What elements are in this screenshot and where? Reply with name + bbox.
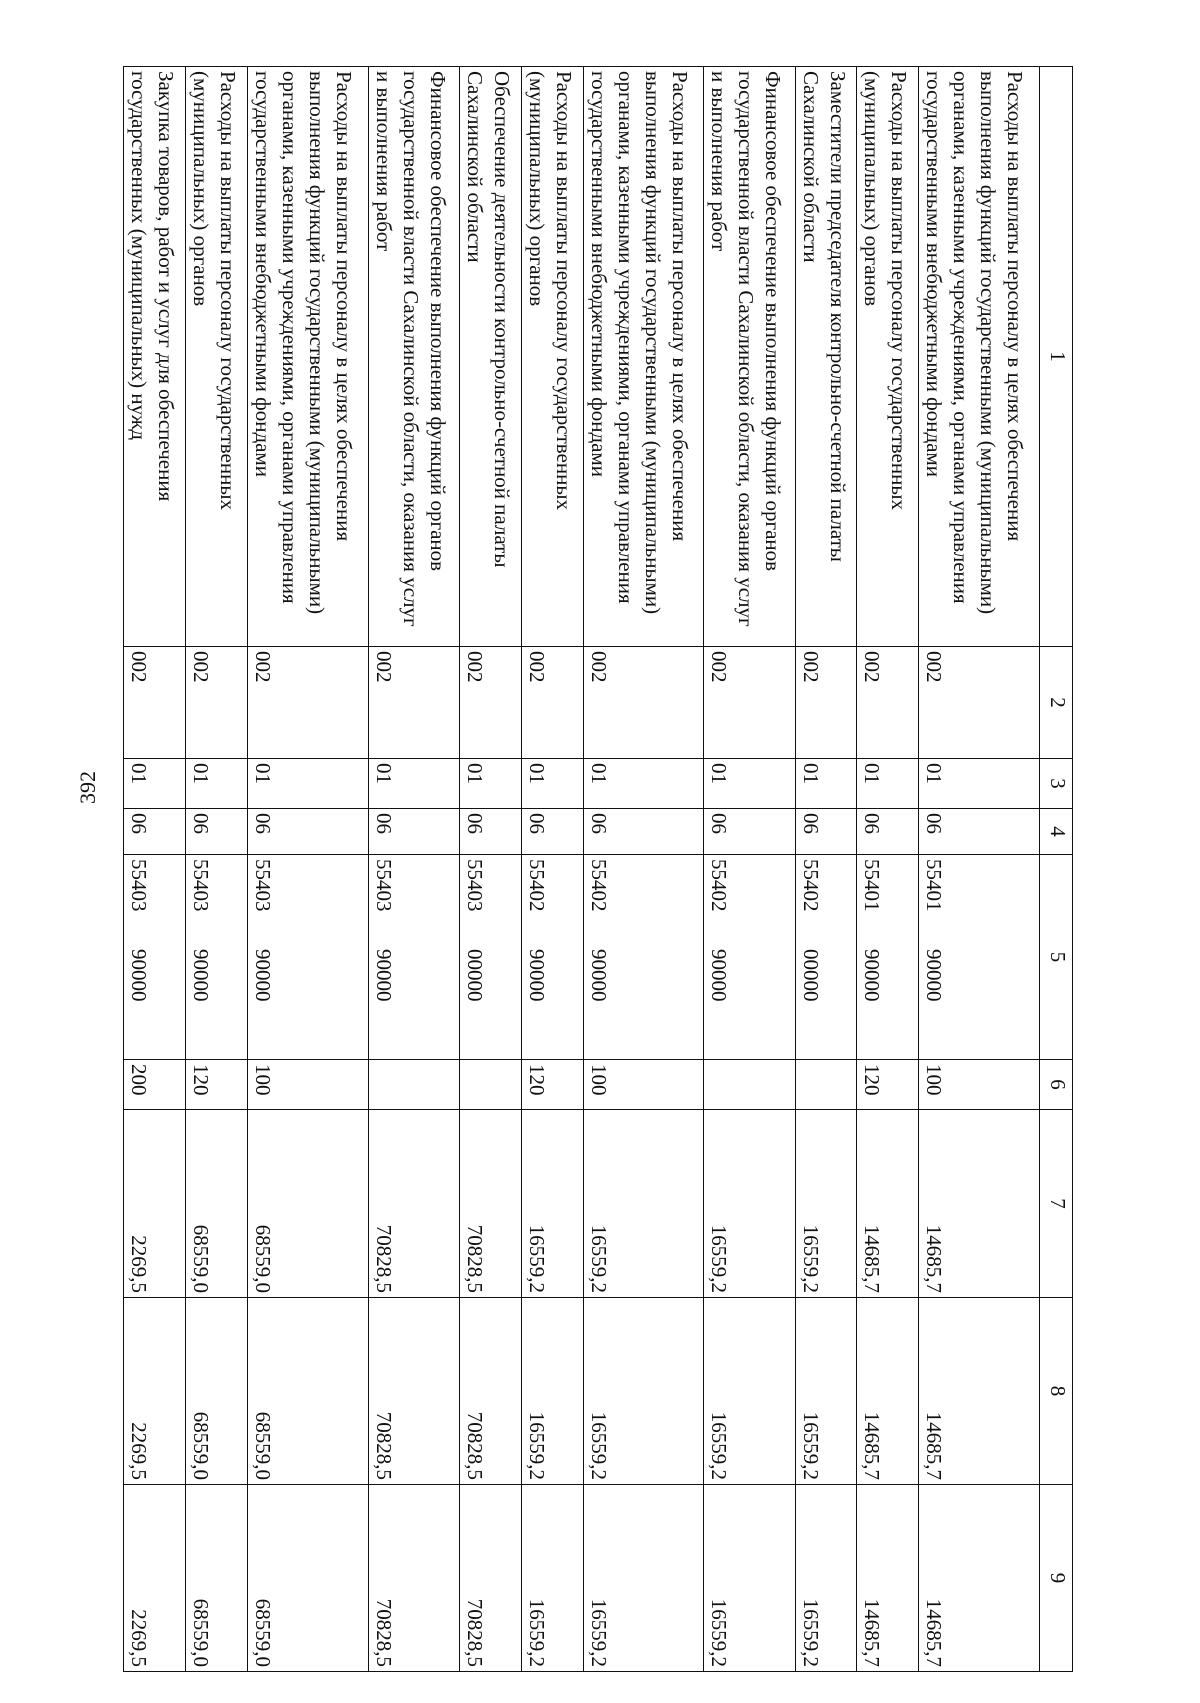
ministry-code: 002 [704,647,795,759]
table-row [247,67,368,1672]
row-description: Закупка товаров, работ и услуг для обеспечения государственных (муниципальных) нужд [124,67,186,647]
section-code: 01 [247,759,368,809]
row-description: Расходы на выплаты персоналу в целях обеспечения выполнения функций государственными (муниципальными) органами, казенными учреждениями, органами управления государственными внебюджетными фондами [583,67,704,647]
amount-col-9: 16559,2 [795,1485,857,1672]
csr-direction-code: 90000 [250,949,275,1002]
expense-type-code: 120 [186,1060,248,1110]
expense-type-code: 100 [919,1060,1040,1110]
amount-col-9: 14685,7 [857,1485,919,1672]
amount-col-9: 68559,0 [186,1485,248,1672]
subsection-code: 06 [186,809,248,855]
section-code: 01 [186,759,248,809]
row-description: Заместители председателя контрольно-счетной палаты Сахалинской области [795,67,857,647]
expense-type-code [795,1060,857,1110]
amount-col-8: 70828,5 [459,1298,521,1485]
amount-col-7: 70828,5 [459,1110,521,1298]
table-row [704,67,795,1672]
ministry-code: 002 [186,647,248,759]
amount-col-7: 14685,7 [857,1110,919,1298]
row-description: Расходы на выплаты персоналу государственных (муниципальных) органов [186,67,248,647]
column-header: 2 [1040,647,1073,759]
subsection-code: 06 [857,809,919,855]
table-body [124,67,1040,1672]
section-code: 01 [368,759,459,809]
row-description: Расходы на выплаты персоналу государственных (муниципальных) органов [857,67,919,647]
row-description: Финансовое обеспечение выполнения функций органов государственной власти Сахалинской области, оказания услуг и выполнения работ [704,67,795,647]
table-row [459,67,521,1672]
amount-col-9: 16559,2 [583,1485,704,1672]
subsection-code: 06 [124,809,186,855]
subsection-code: 06 [247,809,368,855]
subsection-code: 06 [795,809,857,855]
amount-col-8: 14685,7 [857,1298,919,1485]
amount-col-7: 16559,2 [704,1110,795,1298]
section-code: 01 [704,759,795,809]
target-article-code [583,855,704,1060]
amount-col-7: 68559,0 [186,1110,248,1298]
csr-program-code: 55401 [860,859,885,912]
table-row [857,67,919,1672]
ministry-code: 002 [919,647,1040,759]
amount-col-8: 68559,0 [247,1298,368,1485]
section-code: 01 [795,759,857,809]
amount-col-9: 16559,2 [704,1485,795,1672]
subsection-code: 06 [704,809,795,855]
amount-col-9: 14685,7 [919,1485,1040,1672]
csr-direction-code: 90000 [189,949,214,1002]
target-article-code [704,855,795,1060]
row-description: Расходы на выплаты персоналу в целях обеспечения выполнения функций государственными (муниципальными) органами, казенными учреждениями, органами управления государственными внебюджетными фондами [247,67,368,647]
csr-direction-code: 90000 [707,949,732,1002]
subsection-code: 06 [919,809,1040,855]
expense-type-code: 200 [124,1060,186,1110]
amount-col-8: 68559,0 [186,1298,248,1485]
section-code: 01 [857,759,919,809]
target-article-code [521,855,583,1060]
table-row [919,67,1040,1672]
section-code: 01 [124,759,186,809]
target-article-code [186,855,248,1060]
csr-direction-code: 90000 [586,949,611,1002]
ministry-code: 002 [857,647,919,759]
column-header: 1 [1040,67,1073,647]
target-article-code [368,855,459,1060]
amount-col-9: 2269,5 [124,1485,186,1672]
amount-col-7: 2269,5 [124,1110,186,1298]
csr-direction-code: 90000 [922,949,947,1002]
csr-direction-code: 00000 [462,949,487,1002]
csr-program-code: 55403 [189,859,214,912]
row-description: Финансовое обеспечение выполнения функций органов государственной власти Сахалинской области, оказания услуг и выполнения работ [368,67,459,647]
csr-program-code: 55402 [586,859,611,912]
subsection-code: 06 [459,809,521,855]
ministry-code: 002 [368,647,459,759]
ministry-code: 002 [583,647,704,759]
amount-col-8: 16559,2 [795,1298,857,1485]
amount-col-7: 16559,2 [521,1110,583,1298]
rotated-table-container [123,66,1073,1671]
amount-col-9: 68559,0 [247,1485,368,1672]
subsection-code: 06 [521,809,583,855]
table-row [186,67,248,1672]
column-header: 3 [1040,759,1073,809]
csr-program-code: 55403 [371,859,396,912]
column-header: 5 [1040,855,1073,1060]
ministry-code: 002 [521,647,583,759]
csr-program-code: 55402 [524,859,549,912]
amount-col-7: 70828,5 [368,1110,459,1298]
amount-col-7: 16559,2 [795,1110,857,1298]
table-row [124,67,186,1672]
csr-direction-code: 90000 [860,949,885,1002]
ministry-code: 002 [247,647,368,759]
amount-col-8: 70828,5 [368,1298,459,1485]
csr-program-code: 55402 [707,859,732,912]
amount-col-9: 70828,5 [368,1485,459,1672]
subsection-code: 06 [583,809,704,855]
section-code: 01 [459,759,521,809]
amount-col-8: 16559,2 [521,1298,583,1485]
table-row [521,67,583,1672]
expense-type-code [459,1060,521,1110]
csr-direction-code: 90000 [524,949,549,1002]
csr-program-code: 55402 [798,859,823,912]
amount-col-7: 14685,7 [919,1110,1040,1298]
target-article-code [459,855,521,1060]
row-description: Расходы на выплаты персоналу в целях обеспечения выполнения функций государственными (муниципальными) органами, казенными учреждениями, органами управления государственными внебюджетными фондами [919,67,1040,647]
column-number-row [1040,67,1073,1672]
section-code: 01 [583,759,704,809]
section-code: 01 [521,759,583,809]
amount-col-8: 14685,7 [919,1298,1040,1485]
column-header: 6 [1040,1060,1073,1110]
subsection-code: 06 [368,809,459,855]
table-row [368,67,459,1672]
expense-type-code: 120 [857,1060,919,1110]
csr-program-code: 55403 [462,859,487,912]
amount-col-9: 70828,5 [459,1485,521,1672]
expense-type-code: 120 [521,1060,583,1110]
amount-col-9: 16559,2 [521,1485,583,1672]
section-code: 01 [919,759,1040,809]
ministry-code: 002 [124,647,186,759]
column-header: 7 [1040,1110,1073,1298]
amount-col-8: 2269,5 [124,1298,186,1485]
target-article-code [919,855,1040,1060]
csr-direction-code: 90000 [127,949,151,1002]
expense-type-code [368,1060,459,1110]
expense-type-code: 100 [583,1060,704,1110]
budget-table [123,66,1073,1672]
ministry-code: 002 [459,647,521,759]
amount-col-7: 16559,2 [583,1110,704,1298]
target-article-code [124,855,186,1060]
target-article-code [795,855,857,1060]
ministry-code: 002 [795,647,857,759]
csr-program-code: 55401 [922,859,947,912]
page-number: 392 [75,771,100,804]
row-description: Расходы на выплаты персоналу государственных (муниципальных) органов [521,67,583,647]
amount-col-8: 16559,2 [704,1298,795,1485]
table-row [583,67,704,1672]
expense-type-code [704,1060,795,1110]
column-header: 9 [1040,1485,1073,1672]
column-header: 8 [1040,1298,1073,1485]
amount-col-7: 68559,0 [247,1110,368,1298]
csr-program-code: 55403 [127,859,151,912]
expense-type-code: 100 [247,1060,368,1110]
csr-direction-code: 90000 [371,949,396,1002]
column-header: 4 [1040,809,1073,855]
amount-col-8: 16559,2 [583,1298,704,1485]
row-description: Обеспечение деятельности контрольно-счетной палаты Сахалинской области [459,67,521,647]
csr-program-code: 55403 [250,859,275,912]
table-row [795,67,857,1672]
csr-direction-code: 00000 [798,949,823,1002]
target-article-code [247,855,368,1060]
target-article-code [857,855,919,1060]
